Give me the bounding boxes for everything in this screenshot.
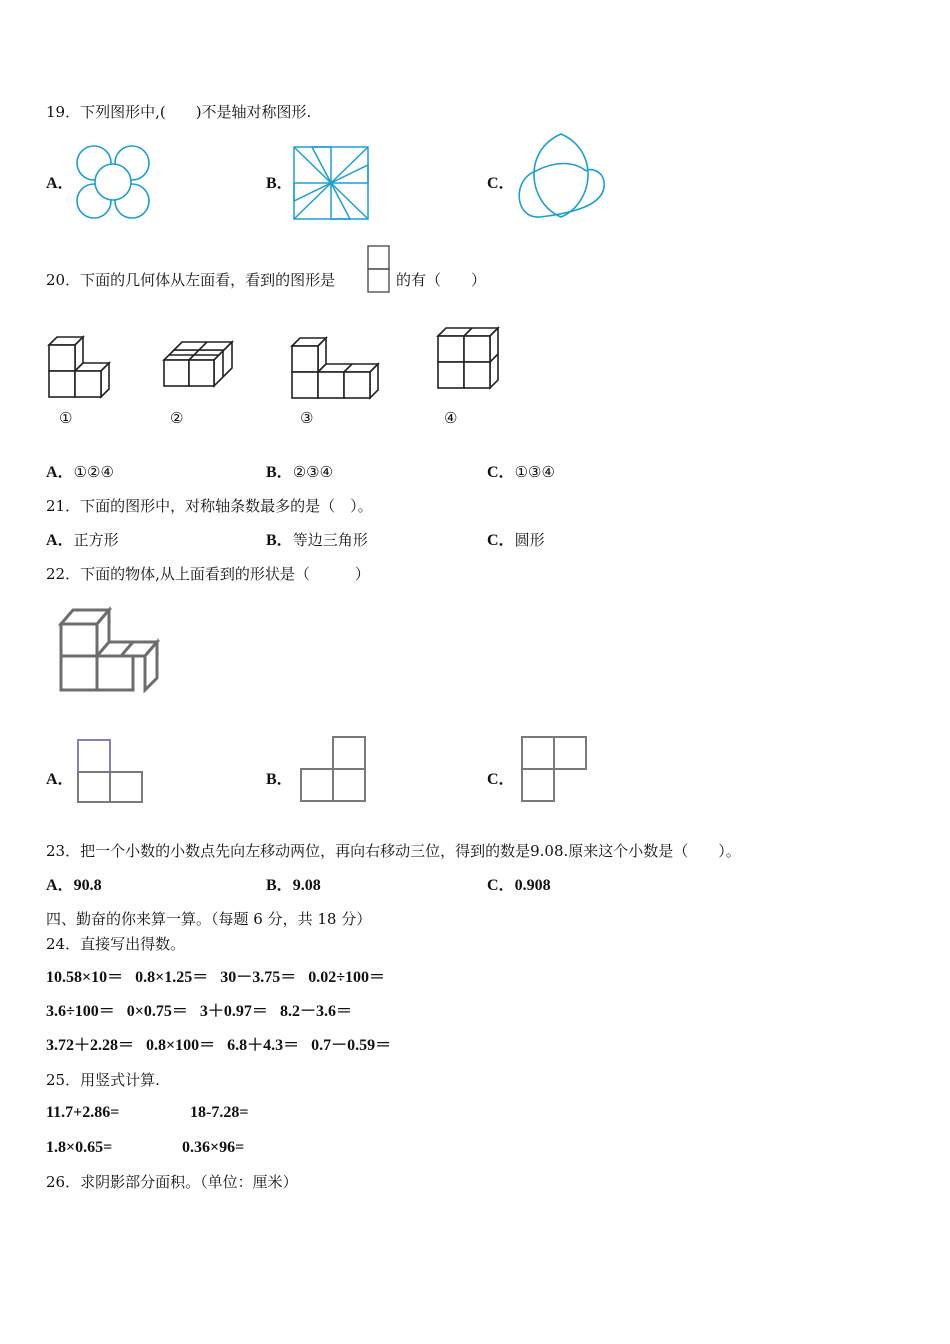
q24-row-2 xyxy=(46,1002,352,1022)
q23-option-a[interactable] xyxy=(46,875,102,896)
q20-solid-2-icon xyxy=(162,340,236,394)
q20-option-c-text: ①③④ xyxy=(514,463,555,481)
q20-option-a[interactable] xyxy=(46,462,114,483)
q25-item-1: 11.7+2.86= xyxy=(46,1104,120,1121)
q23-option-b[interactable] xyxy=(266,875,321,896)
q20-figure-label-1: ① xyxy=(59,409,73,427)
q20-option-a-letter: A． xyxy=(46,464,74,481)
q21-option-a[interactable] xyxy=(46,530,119,551)
q24-item: 3＋0.97＝ xyxy=(199,1003,268,1020)
q23-text: 23．把一个小数的小数点先向左移动两位，再向右移动三位，得到的数是9.08.原来这个小数是（ ）。 xyxy=(46,842,741,860)
q20-text-after: 的有（ ） xyxy=(396,271,487,289)
q22-text: 22．下面的物体,从上面看到的形状是（ ） xyxy=(46,565,370,583)
q24-item: 0.8×1.25＝ xyxy=(135,969,209,986)
q21-option-b-letter: B． xyxy=(266,532,293,549)
q23-option-a-text: 90.8 xyxy=(73,877,102,894)
q23-option-c[interactable] xyxy=(487,875,551,896)
q24-item: 0×0.75＝ xyxy=(126,1003,188,1020)
q24-item: 30－3.75＝ xyxy=(220,969,297,986)
q21-text: 21．下面的图形中，对称轴条数最多的是（ ）。 xyxy=(46,497,373,515)
q25-item-4: 0.36×96= xyxy=(182,1139,245,1156)
q24-row-1 xyxy=(46,968,385,988)
section-4-title: 四、勤奋的你来算一算。（每题 6 分，共 18 分） xyxy=(46,910,372,928)
q22-object-icon xyxy=(57,606,161,694)
q23-option-b-text: 9.08 xyxy=(292,877,321,894)
q24-item: 3.72＋2.28＝ xyxy=(46,1037,135,1054)
q24-item: 0.8×100＝ xyxy=(146,1037,216,1054)
q20-figure-label-3: ③ xyxy=(300,409,314,427)
q24-row-3 xyxy=(46,1036,391,1056)
q20-option-a-text: ①②④ xyxy=(73,463,114,481)
q20-option-c[interactable] xyxy=(487,462,555,483)
q21-option-c-letter: C． xyxy=(487,532,515,549)
q21-option-c-text: 圆形 xyxy=(514,531,545,549)
q25-text: 25．用竖式计算. xyxy=(46,1071,160,1089)
q22-option-b-shape-icon xyxy=(297,735,369,803)
q19-pinwheel-figure-icon xyxy=(292,145,370,221)
q21-option-b-text: 等边三角形 xyxy=(292,531,368,549)
q20-solid-3-icon xyxy=(290,336,382,404)
q25-item-3: 1.8×0.65= xyxy=(46,1139,113,1156)
q24-item: 8.2－3.6＝ xyxy=(279,1003,352,1020)
q26-text: 26．求阴影部分面积。（单位：厘米） xyxy=(46,1173,298,1191)
q20-text-before: 20．下面的几何体从左面看，看到的图形是 xyxy=(46,271,336,289)
q24-item: 0.02÷100＝ xyxy=(308,969,386,986)
q21-option-c[interactable] xyxy=(487,530,545,551)
q20-figure-label-2: ② xyxy=(170,409,184,427)
q20-left-view-two-squares-icon xyxy=(367,245,391,295)
q20-option-c-letter: C． xyxy=(487,464,515,481)
q19-trefoil-figure-icon xyxy=(514,131,608,221)
q24-item: 10.58×10＝ xyxy=(46,969,124,986)
q24-item: 0.7－0.59＝ xyxy=(311,1037,392,1054)
q21-option-a-text: 正方形 xyxy=(73,531,119,549)
q22-option-a-label[interactable]: A． xyxy=(46,771,74,788)
q19-option-b-label[interactable]: B． xyxy=(266,175,293,192)
q22-option-c-shape-icon xyxy=(518,735,590,805)
q20-option-b-letter: B． xyxy=(266,464,293,481)
q21-option-b[interactable] xyxy=(266,530,368,551)
q22-option-a-shape-icon xyxy=(74,738,144,804)
q24-item: 6.8＋4.3＝ xyxy=(227,1037,300,1054)
q20-option-b[interactable] xyxy=(266,462,333,483)
q22-option-b-label[interactable]: B． xyxy=(266,771,293,788)
q20-solid-4-icon xyxy=(436,326,502,394)
q20-solid-1-icon xyxy=(47,335,113,405)
q21-option-a-letter: A． xyxy=(46,532,74,549)
q23-option-c-letter: C． xyxy=(487,877,515,894)
q23-option-a-letter: A． xyxy=(46,877,74,894)
q19-flower-figure-icon xyxy=(72,143,154,223)
q19-text: 19．下列图形中,( )不是轴对称图形. xyxy=(46,103,312,121)
q23-option-b-letter: B． xyxy=(266,877,293,894)
q19-option-c-label[interactable]: C． xyxy=(487,175,515,192)
q19-option-a-label[interactable]: A． xyxy=(46,175,74,192)
q20-figure-label-4: ④ xyxy=(444,409,458,427)
q25-item-2: 18-7.28= xyxy=(190,1104,249,1121)
q23-option-c-text: 0.908 xyxy=(514,877,551,894)
q20-option-b-text: ②③④ xyxy=(292,463,334,481)
q22-option-c-label[interactable]: C． xyxy=(487,771,515,788)
q24-text: 24．直接写出得数。 xyxy=(46,935,186,953)
q24-item: 3.6÷100＝ xyxy=(46,1003,115,1020)
